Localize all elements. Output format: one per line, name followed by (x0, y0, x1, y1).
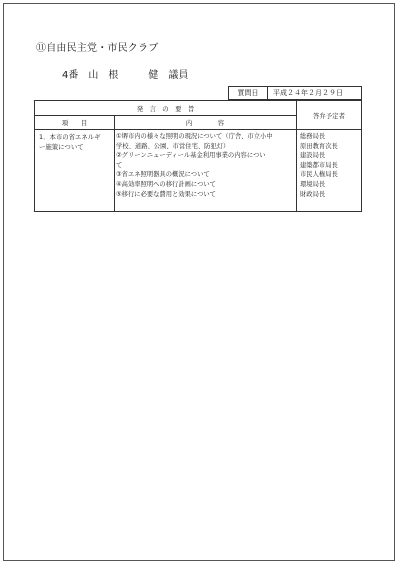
respondent-cell (300, 132, 360, 199)
content-line: ③省エネ照明器具の概況について (116, 171, 210, 179)
content-line: ⑤移行に必要な費用と効果について (116, 190, 216, 198)
respondent-line: 建設局長 (300, 152, 326, 160)
respondent-line: 総務局長 (300, 133, 326, 140)
respondent-line: 財政局長 (300, 190, 326, 198)
content-line: て (116, 161, 123, 169)
question-date-label: 質問日 (229, 87, 268, 99)
content-line: ②グリーンニューディール基金利用事業の内容につい (116, 152, 266, 160)
content-line: ④高効率照明への移行計画について (116, 180, 216, 188)
respondent-line: 市民人権局長 (300, 171, 338, 179)
question-date-value: 平成２４年２月２９日 (273, 89, 343, 97)
content-header: 内 容 (185, 118, 225, 127)
topic-line: 1．本市の省エネルギ (39, 133, 101, 141)
topic-cell (39, 132, 113, 152)
topic-line: ー施策について (39, 143, 84, 151)
content-line: ①堺市内の様々な照明の現況について（庁舎、市立小中 (116, 133, 273, 140)
respondent-line: 環境局長 (300, 180, 326, 188)
content-line: 学校、道路、公園、市営住宅、防犯灯） (116, 142, 230, 150)
respondent-header: 答弁予定者 (313, 111, 345, 120)
respondent-line: 建築都市局長 (300, 161, 338, 169)
respondent-line: 原田教育次長 (300, 142, 338, 150)
question-date-box (228, 86, 362, 100)
topic-header: 項 目 (61, 118, 88, 127)
header-bottom-divider (35, 129, 361, 130)
summary-header: 発 言 の 要 旨 (136, 104, 195, 113)
party-heading: ⑪自由民主党・市民クラブ (36, 43, 159, 54)
speech-summary-table (34, 100, 362, 212)
content-cell (116, 132, 294, 199)
member-name: 4番 山 根 健 議員 (62, 70, 189, 81)
